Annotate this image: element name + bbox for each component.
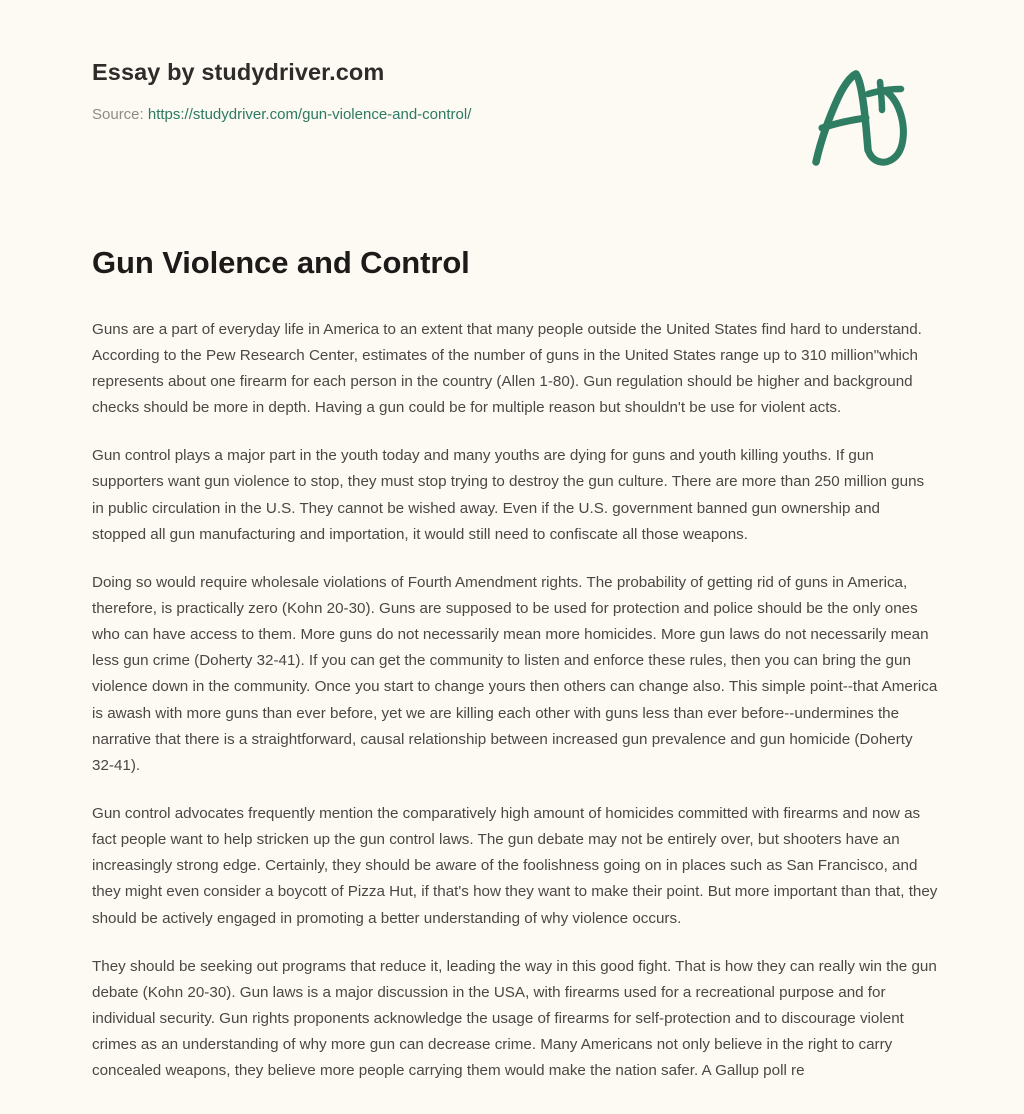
source-url-link[interactable]: https://studydriver.com/gun-violence-and-control/ (147, 106, 472, 124)
article-paragraph: Doing so would require wholesale violations of Fourth Amendment rights. The probability of getting rid of guns in America, therefore, is practically zero (Kohn 20-30). Guns are supposed to be used for protection and police should be the only ones who can have access to them. More guns do not necessarily mean more homicides. More gun laws do not necessarily mean less gun crime (Doherty 32-41). If you can get the community to listen and enforce these rules, then you can bring the gun violence down in the community. Once you start to change yours then others can change also. This simple point--that America is awash with more guns than ever before, yet we are killing each other with guns less than ever before--undermines the narrative that there is a straightforward, causal relationship between increased gun prevalence and gun homicide (Doherty 32-41). (92, 573, 938, 774)
document-header (0, 0, 1024, 200)
source-label: Source: (92, 106, 144, 124)
article-paragraph: Gun control advocates frequently mention the comparatively high amount of homicides committed with firearms and now as fact people want to help stricken up the gun control laws. The gun debate may not be entirely over, but shooters have an increasingly strong edge. Certainly, they should be aware of the foolishness going on in places such as San Francisco, and they might even consider a boycott of Pizza Hut, if that's how they want to make their point. But more important than that, they should be actively engaged in promoting a better understanding of why violence occurs. (92, 805, 938, 927)
page-title: Gun Violence and Control (92, 245, 470, 280)
brand-block (92, 58, 792, 125)
a-plus-logo[interactable] (806, 58, 916, 173)
article-container (92, 244, 938, 1084)
article-paragraph: Guns are a part of everyday life in America to an extent that many people outside the United States find hard to understand. According to the Pew Research Center, estimates of the number of guns in the United States range up to 310 million"which represents about one firearm for each person in the country (Allen 1-80). Gun regulation should be higher and background checks should be more in depth. Having a gun could be for multiple reason but shouldn't be use for violent acts. (92, 320, 922, 417)
article-body (92, 317, 938, 1085)
brand-title: Essay by studydriver.com (92, 59, 385, 85)
a-plus-logo-icon (806, 58, 916, 173)
article-paragraph: Gun control plays a major part in the youth today and many youths are dying for guns and youth killing youths. If gun supporters want gun violence to stop, they must stop trying to destroy the gun culture. There are more than 250 million guns in public circulation in the U.S. They cannot be wished away. Even if the U.S. government banned gun ownership and stopped all gun manufacturing and importation, it would still need to confiscate all those weapons. (92, 447, 925, 543)
source-line (92, 105, 792, 125)
article-paragraph: They should be seeking out programs that reduce it, leading the way in this good fight. That is how they can really win the gun debate (Kohn 20-30). Gun laws is a major discussion in the USA, with firearms used for a recreational purpose and for individual security. Gun rights proponents acknowledge the usage of firearms for self-protection and to discourage violent crimes as an understanding of why more gun can decrease crime. Many Americans not only believe in the right to carry concealed weapons, they believe more people carrying them would make the nation safer. A Gallup poll re (92, 957, 937, 1080)
